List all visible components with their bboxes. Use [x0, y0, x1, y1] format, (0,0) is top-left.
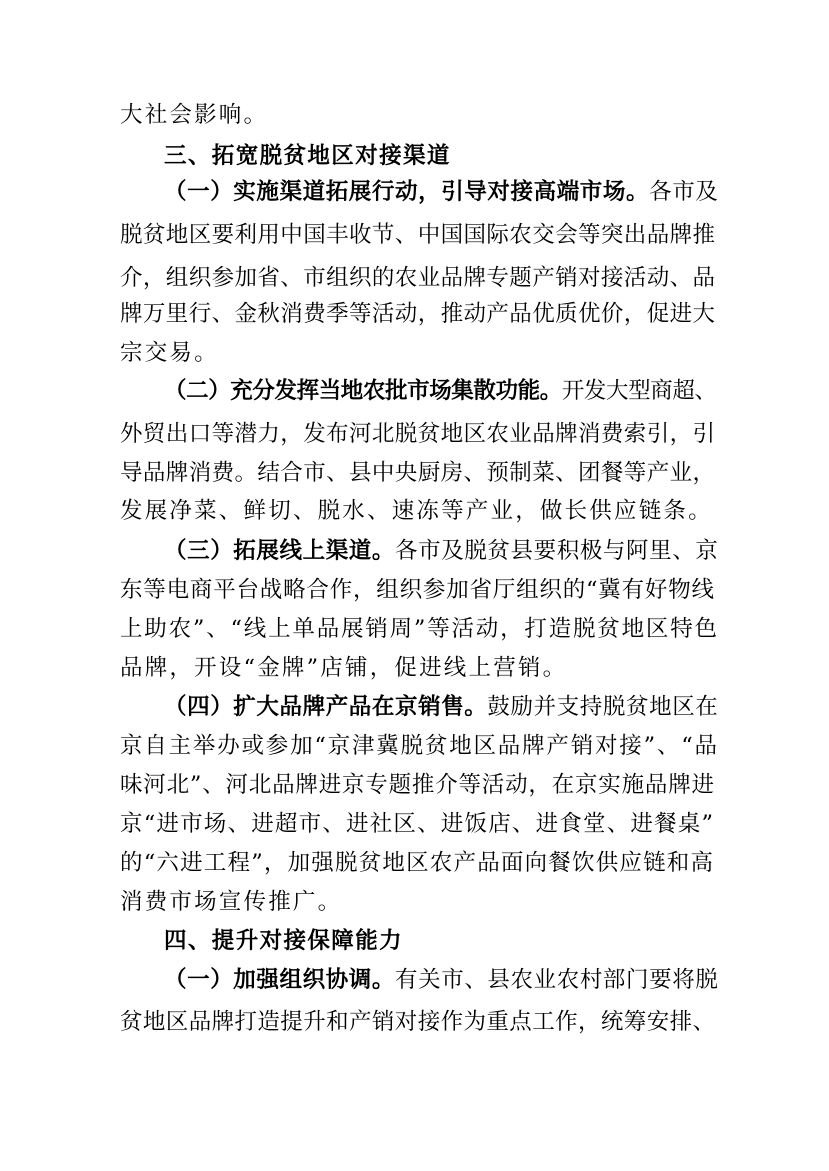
paragraph-line: 大社会影响。	[120, 102, 269, 128]
subsection-lead: （一）加强组织协调。	[164, 967, 396, 993]
paragraph-text: 有关市、县农业农村部门要将脱	[395, 967, 719, 993]
paragraph-line: 脱贫地区要利用中国丰收节、中国国际农交会等突出品牌推	[120, 222, 716, 248]
section-heading-3: 三、拓宽脱贫地区对接渠道	[164, 143, 451, 169]
paragraph-text: 各市及	[649, 179, 719, 205]
paragraph-line: 京“进市场、进超市、进社区、进饭店、进食堂、进餐桌”	[120, 811, 715, 837]
paragraph-line	[164, 693, 718, 721]
paragraph-line: 外贸出口等潜力，发布河北脱贫地区农业品牌消费索引，引	[120, 421, 716, 447]
paragraph-line: 东等电商平台战略合作，组织参加省厅组织的“冀有好物线	[120, 577, 715, 603]
paragraph-line: 品牌，开设“金牌”店铺，促进线上营销。	[120, 655, 568, 681]
paragraph-line	[164, 178, 718, 206]
paragraph-line: 的“六进工程”，加强脱贫地区农产品面向餐饮供应链和高	[120, 850, 715, 876]
paragraph-line: 消费市场宣传推广。	[120, 889, 343, 915]
paragraph-line	[164, 377, 717, 405]
paragraph-line: 发展净菜、鲜切、脱水、速冻等产业，做长供应链条。	[120, 498, 713, 524]
subsection-lead: （一）实施渠道拓展行动，引导对接高端市场。	[164, 179, 650, 205]
paragraph-line: 京自主举办或参加“京津冀脱贫地区品牌产销对接”、“品	[120, 733, 719, 759]
paragraph-line	[164, 537, 718, 565]
paragraph-text: 各市及脱贫县要积极与阿里、京	[395, 538, 719, 564]
paragraph-line: 导品牌消费。结合市、县中央厨房、预制菜、团餐等产业，	[120, 460, 716, 486]
paragraph-line: 牌万里行、金秋消费季等活动，推动产品优质优价，促进大	[120, 301, 716, 327]
paragraph-line	[164, 966, 718, 994]
section-heading-4: 四、提升对接保障能力	[164, 928, 404, 954]
paragraph-line: 贫地区品牌打造提升和产销对接作为重点工作，统筹安排、	[120, 1009, 716, 1035]
subsection-lead: （四）扩大品牌产品在京销售。	[164, 694, 488, 720]
paragraph-line: 介，组织参加省、市组织的农业品牌专题产销对接活动、品	[120, 265, 716, 291]
paragraph-line: 味河北”、河北品牌进京专题推介等活动，在京实施品牌进	[120, 772, 715, 798]
paragraph-text: 开发大型商超、	[561, 378, 717, 404]
paragraph-text: 鼓励并支持脱贫地区在	[487, 694, 719, 720]
subsection-lead: （二）充分发挥当地农批市场集散功能。	[164, 378, 562, 404]
subsection-lead: （三）拓展线上渠道。	[164, 538, 396, 564]
paragraph-line: 上助农”、“线上单品展销周”等活动，打造脱贫地区特色	[120, 616, 719, 642]
paragraph-line: 宗交易。	[120, 340, 219, 366]
